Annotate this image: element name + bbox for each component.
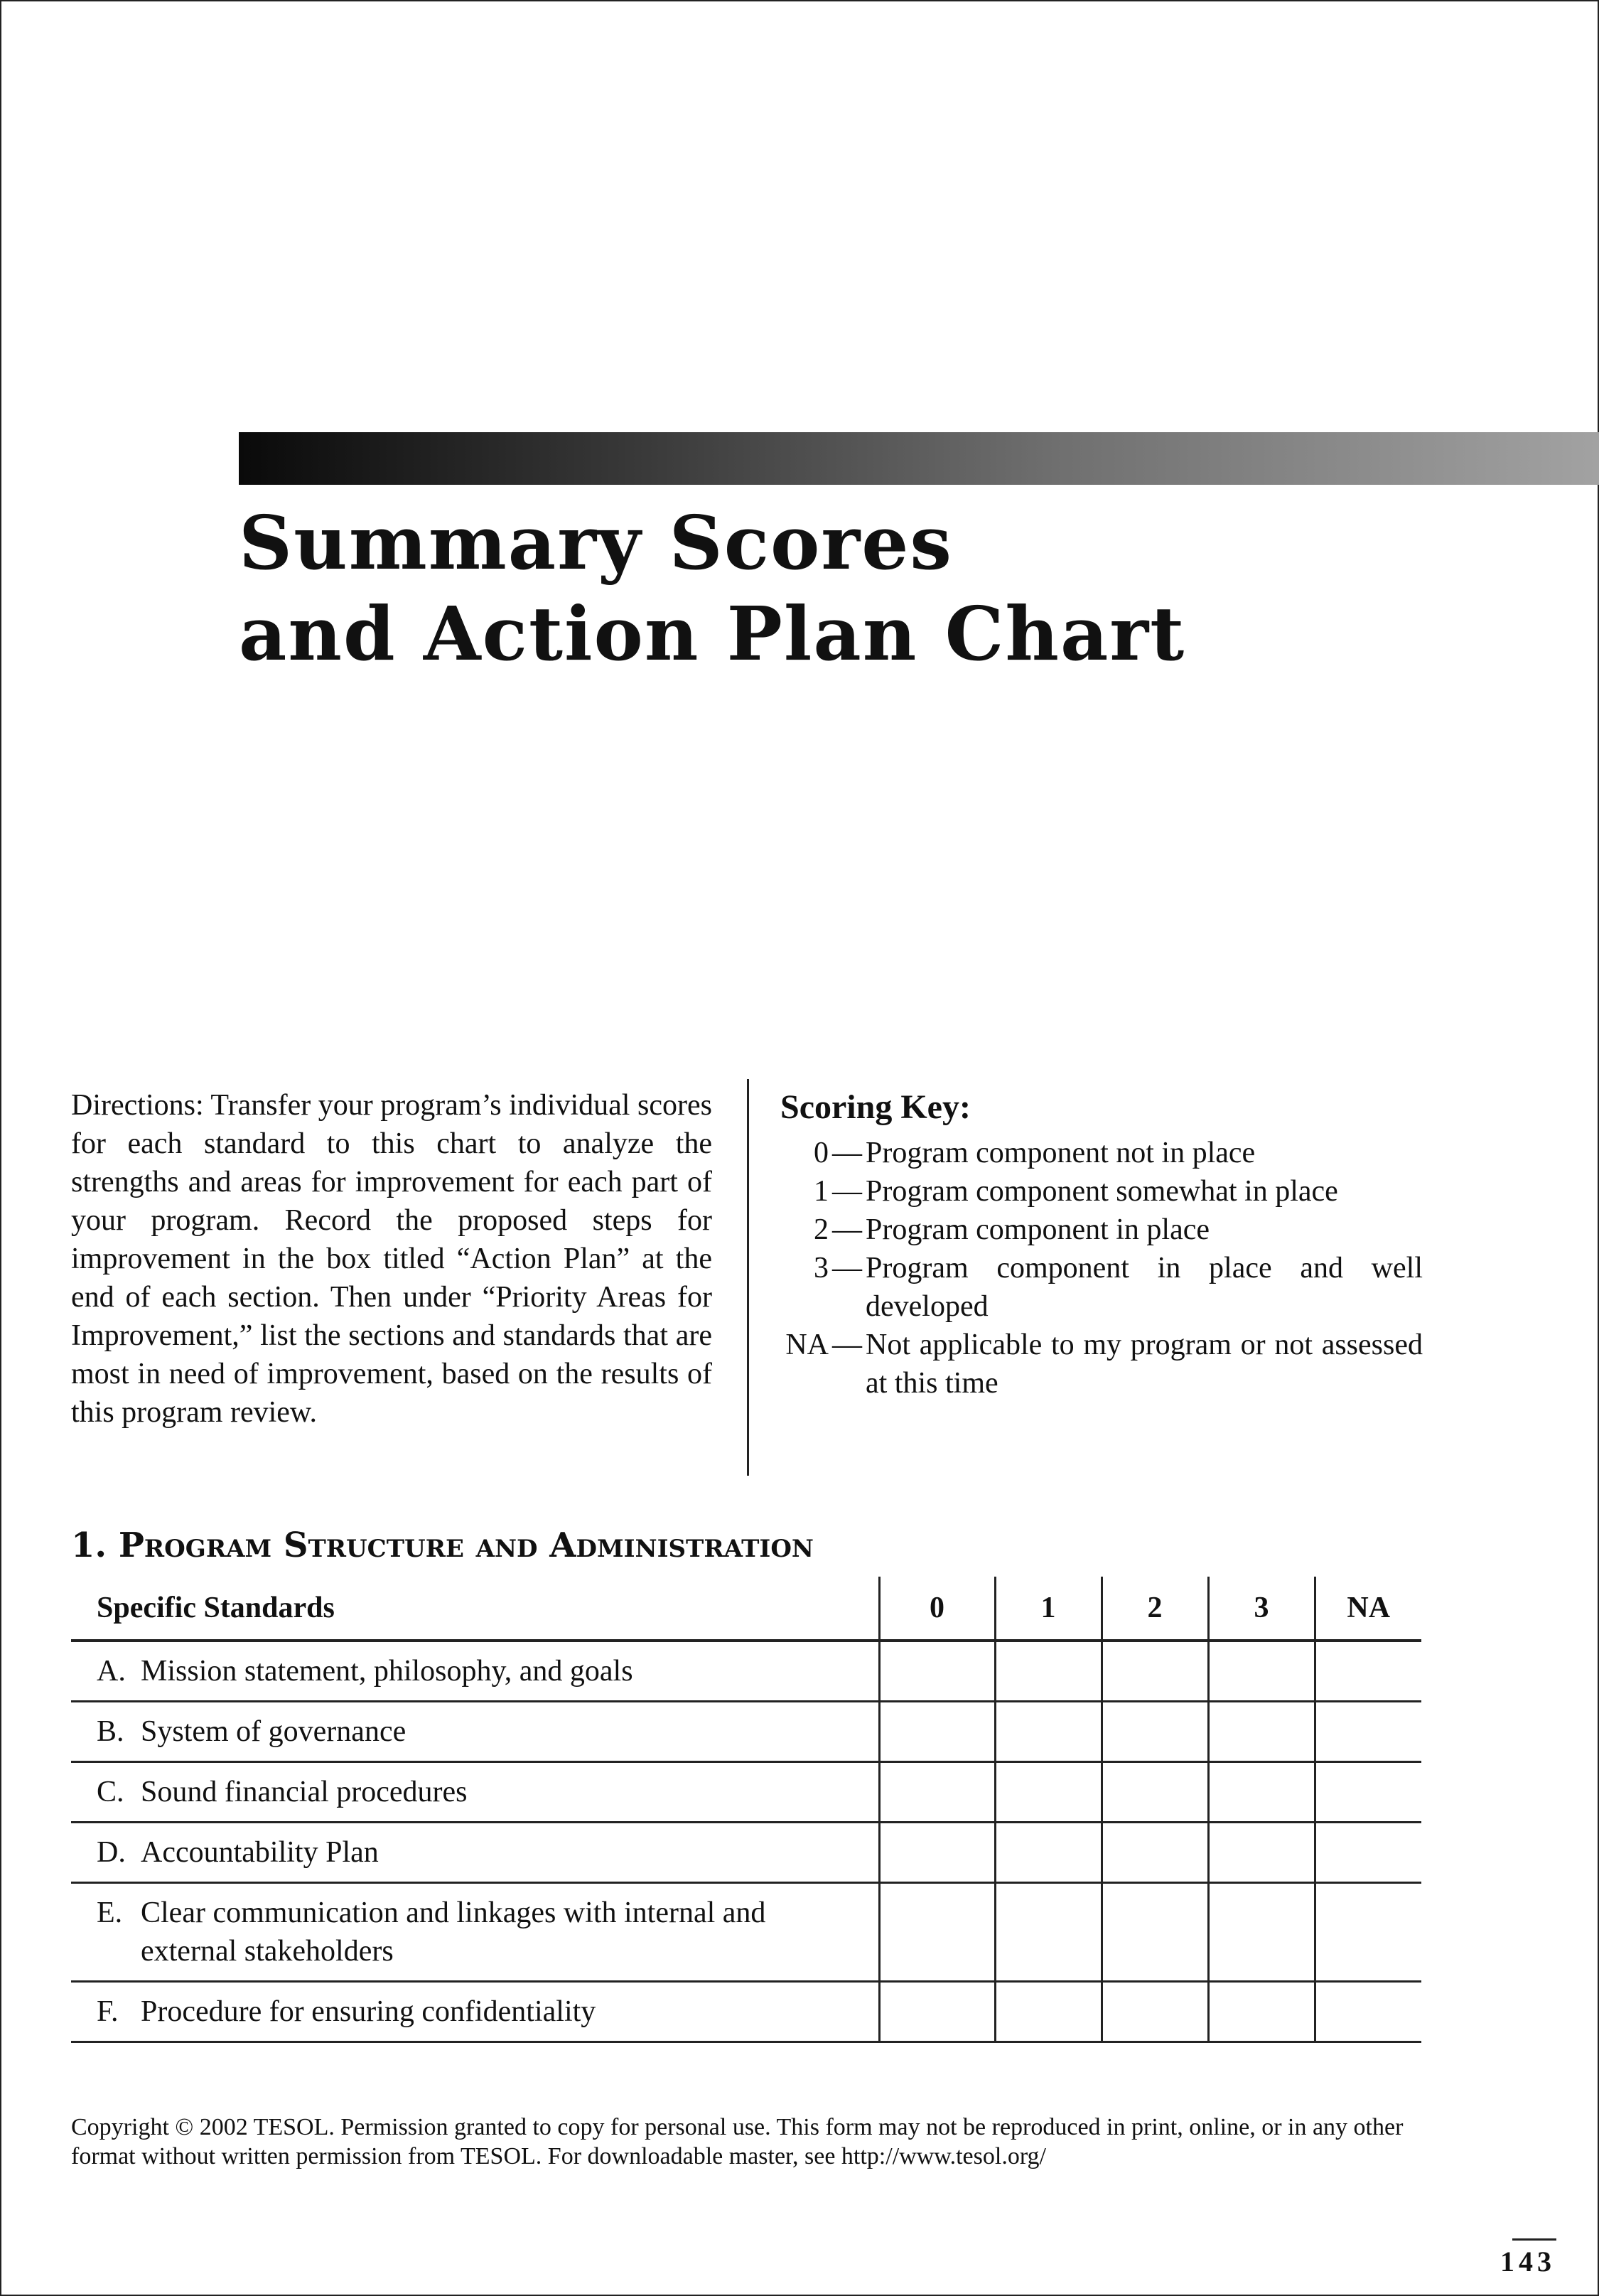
key-dash: — [832, 1213, 862, 1246]
section-number: 1. [71, 1525, 107, 1565]
score-cell-1[interactable] [995, 1641, 1102, 1702]
key-dash: — [832, 1137, 862, 1169]
scoring-key-heading: Scoring Key: [780, 1088, 971, 1126]
score-cell-na[interactable] [1315, 1883, 1421, 1982]
key-dash: — [832, 1175, 862, 1208]
title-line-2: and Action Plan Chart [239, 590, 1186, 677]
table-row [71, 1982, 1421, 2042]
score-cell-1[interactable] [995, 1823, 1102, 1883]
score-cell-1[interactable] [995, 1883, 1102, 1982]
score-cell-2[interactable] [1102, 1883, 1208, 1982]
standard-letter: F. [97, 1995, 119, 2028]
table-header-row [71, 1577, 1421, 1641]
standard-cell [71, 1641, 879, 1702]
key-code: 1 [814, 1175, 829, 1208]
header-gradient-bar [239, 432, 1599, 485]
score-cell-1[interactable] [995, 1702, 1102, 1762]
standards-table [71, 1577, 1421, 2043]
score-cell-2[interactable] [1102, 1823, 1208, 1883]
standard-letter: D. [97, 1836, 126, 1869]
score-cell-0[interactable] [879, 1982, 995, 2042]
key-text: Not applicable to my program or not assessed at this time [866, 1329, 1423, 1400]
standard-label: System of governance [141, 1715, 407, 1748]
score-cell-3[interactable] [1208, 1982, 1315, 2042]
key-code: 3 [814, 1252, 829, 1284]
score-cell-1[interactable] [995, 1762, 1102, 1823]
standard-label: Accountability Plan [141, 1836, 379, 1869]
standard-letter: B. [97, 1715, 124, 1748]
copyright-notice: Copyright © 2002 TESOL. Permission granted to copy for personal use. This form may not be reproduced in print, online, or in any other format without written permission from TESOL. For downloadable master, see http://www.tesol.org/ [71, 2114, 1404, 2169]
score-header-2: 2 [1102, 1577, 1208, 1641]
score-header-1: 1 [995, 1577, 1102, 1641]
score-header-na: NA [1315, 1577, 1421, 1641]
scoring-key-item [780, 1249, 1423, 1326]
table-row [71, 1762, 1421, 1823]
score-cell-3[interactable] [1208, 1762, 1315, 1823]
score-cell-0[interactable] [879, 1762, 995, 1823]
page-number-rule [1512, 2238, 1556, 2241]
table-row [71, 1883, 1421, 1982]
page-title [239, 498, 1185, 680]
key-text: Program component in place [866, 1213, 1210, 1246]
score-cell-3[interactable] [1208, 1883, 1315, 1982]
title-line-1: Summary Scores [239, 499, 953, 586]
page-number: 143 [1500, 2246, 1556, 2278]
standard-label: Clear communication and linkages with internal and external stakeholders [141, 1897, 766, 1968]
scoring-key-item [780, 1172, 1423, 1211]
standard-cell [71, 1823, 879, 1883]
standard-label: Mission statement, philosophy, and goals [141, 1655, 633, 1688]
score-cell-0[interactable] [879, 1823, 995, 1883]
key-code: 2 [814, 1213, 829, 1246]
standard-label: Procedure for ensuring confidentiality [141, 1995, 596, 2028]
score-cell-na[interactable] [1315, 1702, 1421, 1762]
score-cell-0[interactable] [879, 1883, 995, 1982]
standard-letter: E. [97, 1897, 123, 1929]
standard-letter: C. [97, 1776, 124, 1808]
standard-label: Sound financial procedures [141, 1776, 468, 1808]
key-text: Program component not in place [866, 1137, 1256, 1169]
key-dash: — [832, 1329, 862, 1361]
scoring-key-item [780, 1326, 1423, 1402]
score-cell-2[interactable] [1102, 1762, 1208, 1823]
score-cell-2[interactable] [1102, 1641, 1208, 1702]
score-cell-0[interactable] [879, 1641, 995, 1702]
specific-standards-header: Specific Standards [71, 1577, 879, 1641]
score-header-0: 0 [879, 1577, 995, 1641]
score-cell-3[interactable] [1208, 1641, 1315, 1702]
standard-cell [71, 1883, 879, 1982]
standard-letter: A. [97, 1655, 126, 1688]
standard-cell [71, 1702, 879, 1762]
score-cell-0[interactable] [879, 1702, 995, 1762]
key-code: NA [785, 1329, 829, 1361]
section-heading [71, 1523, 814, 1568]
standard-cell [71, 1762, 879, 1823]
score-cell-na[interactable] [1315, 1982, 1421, 2042]
key-text: Program component somewhat in place [866, 1175, 1338, 1208]
column-divider [747, 1079, 749, 1476]
key-text: Program component in place and well developed [866, 1252, 1423, 1323]
score-cell-2[interactable] [1102, 1982, 1208, 2042]
table-row [71, 1702, 1421, 1762]
key-dash: — [832, 1252, 862, 1284]
section-title: Program Structure and Administration [118, 1525, 814, 1565]
scoring-key-item [780, 1211, 1423, 1249]
key-code: 0 [814, 1137, 829, 1169]
score-cell-3[interactable] [1208, 1823, 1315, 1883]
score-cell-3[interactable] [1208, 1702, 1315, 1762]
score-header-3: 3 [1208, 1577, 1315, 1641]
table-row [71, 1641, 1421, 1702]
score-cell-na[interactable] [1315, 1762, 1421, 1823]
score-cell-1[interactable] [995, 1982, 1102, 2042]
scoring-key [780, 1084, 1423, 1402]
standard-cell [71, 1982, 879, 2042]
score-cell-na[interactable] [1315, 1641, 1421, 1702]
score-cell-2[interactable] [1102, 1702, 1208, 1762]
directions-text: Directions: Transfer your program’s individual scores for each standard to this chart to analyze the strengths and areas for improvement for each part of your program. Record the proposed steps for improvement in the box titled “Action Plan” at the end of each section. Then under “Priority Areas for Improvement,” list the sections and standards that are most in need of improvement, based on the results of this program review. [71, 1089, 712, 1429]
score-cell-na[interactable] [1315, 1823, 1421, 1883]
table-row [71, 1823, 1421, 1883]
scoring-key-item [780, 1134, 1423, 1172]
